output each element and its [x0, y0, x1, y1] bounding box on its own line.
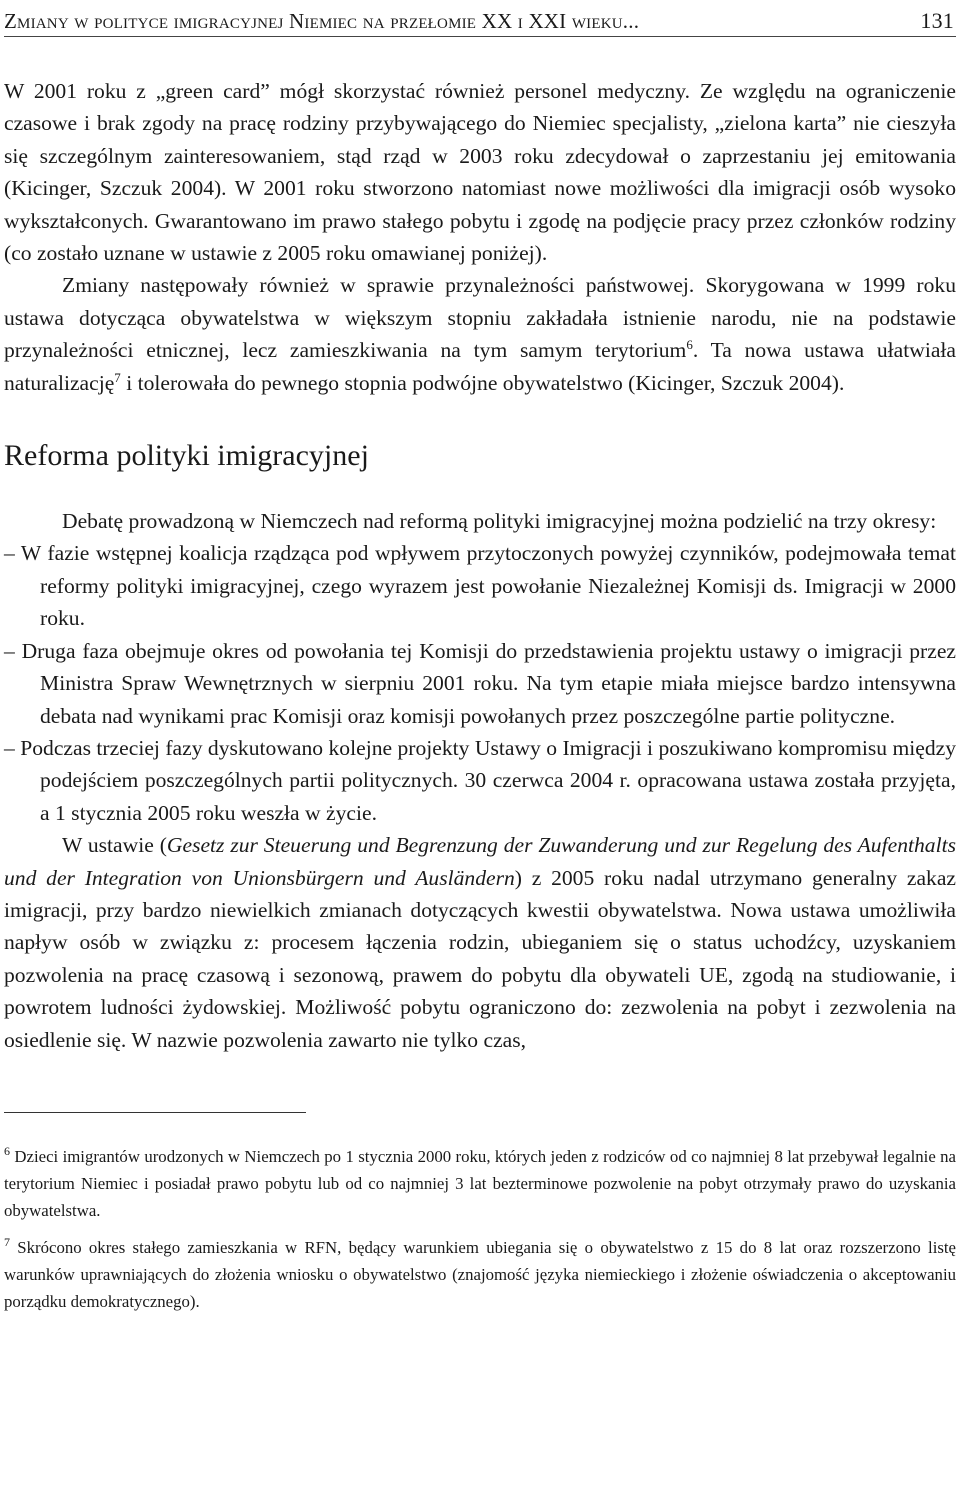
- paragraph-law-part1: W ustawie (: [62, 833, 167, 858]
- paragraph-citizenship: [4, 269, 956, 399]
- paragraph-green-card: W 2001 roku z „green card” mógł skorzystać również personel medyczny. Ze względu na ograniczenie czasowe i brak zgody na pracę rodziny przybywającego do Niemiec specjalisty, „zielona karta” nie cieszyła się szczególnym zainteresowaniem, stąd rząd w 2003 roku zdecydował o zaprzestaniu jej emitowania (Kicinger, Szczuk 2004). W 2001 roku stworzono natomiast nowe możliwości dla imigracji osób wysoko wykształconych. Gwarantowano im prawo stałego pobytu i zgodę na podjęcie pracy przez członków rodziny (co zostało uznane w ustawie z 2005 roku omawianej poniżej).: [4, 79, 956, 266]
- list-item-phase-1: – W fazie wstępnej koalicja rządząca pod wpływem przytoczonych powyżej czynników, podejmowała temat reformy polityki imigracyjnej, czego wyrazem jest powołanie Niezależnej Komisji ds. Imigracji w 2000 roku.: [4, 541, 956, 631]
- book-page: [4, 0, 956, 1315]
- footnote-6-mark: 6: [4, 1143, 10, 1158]
- footnote-6-text: Dzieci imigrantów urodzonych w Niemczech po 1 stycznia 2000 roku, których jeden z rodziców od co najmniej 8 lat przebywał legalnie na terytorium Niemiec i posiadał prawo pobytu lub od co najmniej 3 lat bezterminowe pozwolenie na pobyt otrzymały prawo do uzyskania obywatelstwa.: [4, 1146, 956, 1220]
- paragraph-law-2005: [4, 829, 956, 1056]
- footnote-ref-6: 6: [686, 337, 693, 353]
- running-header: [4, 0, 956, 37]
- list-item-phase-2: – Druga faza obejmuje okres od powołania tej Komisji do przedstawienia projektu ustawy o imigracji przez Ministra Spraw Wewnętrznych w sierpniu 2001 roku. Na tym etapie miała miejsce bardzo intensywna debata nad wynikami prac Komisji oraz komisji powołanych przez poszczególne partie polityczne.: [4, 638, 956, 728]
- page-number: 131: [920, 8, 954, 33]
- footnote-separator: [4, 1112, 306, 1113]
- footnote-7: [4, 1234, 956, 1315]
- paragraph-law-part2: ) z 2005 roku nadal utrzymano generalny zakaz imigracji, przy bardzo niewielkich zmianach dotyczących kwestii obywatelstwa. Nowa ustawa umożliwiła napływ osób w związku z: procesem łączenia rodzin, ubieganiem się o status uchodźcy, uzyskaniem pozwolenia na pracę czasową i sezonową, prawem do pobytu dla obywateli UE, zgodą na studiowanie, i powrotem ludności żydowskiej. Możliwość pobytu ograniczono do: zezwolenia na pobyt i zezwolenia na osiedlenie się. W nazwie pozwolenia zawarto nie tylko czas,: [4, 865, 957, 1052]
- footnote-6: [4, 1143, 956, 1224]
- footnote-7-text: Skrócono okres stałego zamieszkania w RFN, będący warunkiem ubiegania się o obywatelstwo z 15 do 8 lat oraz rozszerzono listę warunków uprawniających do złożenia wniosku o obywatelstwo (znajomość języka niemieckiego i złożenie oświadczenia o akceptowaniu porządku demokratycznego).: [4, 1237, 956, 1311]
- footnote-ref-7: 7: [114, 369, 121, 385]
- paragraph-citizenship-part3: i tolerowała do pewnego stopnia podwójne obywatelstwo (Kicinger, Szczuk 2004).: [120, 370, 845, 395]
- law-title-german: Gesetz zur Steuerung und Begrenzung der Zuwanderung und zur Regelung des Aufenthalts und der Integration von Unionsbürgern und Ausländern: [4, 833, 956, 890]
- footnote-7-mark: 7: [4, 1234, 10, 1249]
- paragraph-citizenship-part1: Zmiany następowały również w sprawie przynależności państwowej. Skorygowana w 1999 roku ustawa dotycząca obywatelstwa w większym stopniu zakładała istnienie narodu, nie na podstawie przynależności etnicznej, lecz zamieszkiwania na tym samym terytorium: [4, 273, 956, 363]
- paragraph-citizenship-part2: . Ta nowa ustawa ułatwiała naturalizację: [4, 338, 957, 395]
- main-text: [4, 75, 956, 1056]
- paragraph-debate-intro: Debatę prowadzoną w Niemczech nad reformą polityki imigracyjnej można podzielić na trzy okresy:: [62, 509, 937, 534]
- footnotes: [4, 1143, 956, 1315]
- section-heading: Reforma polityki imigracyjnej: [4, 439, 369, 473]
- list-item-phase-3: – Podczas trzeciej fazy dyskutowano kolejne projekty Ustawy o Imigracji i poszukiwano kompromisu między podejściem poszczególnych partii politycznych. 30 czerwca 2004 r. opracowana ustawa została przyjęta, a 1 stycznia 2005 roku weszła w życie.: [4, 735, 956, 825]
- running-title: Zmiany w polityce imigracyjnej Niemiec na przełomie XX i XXI wieku...: [4, 9, 640, 33]
